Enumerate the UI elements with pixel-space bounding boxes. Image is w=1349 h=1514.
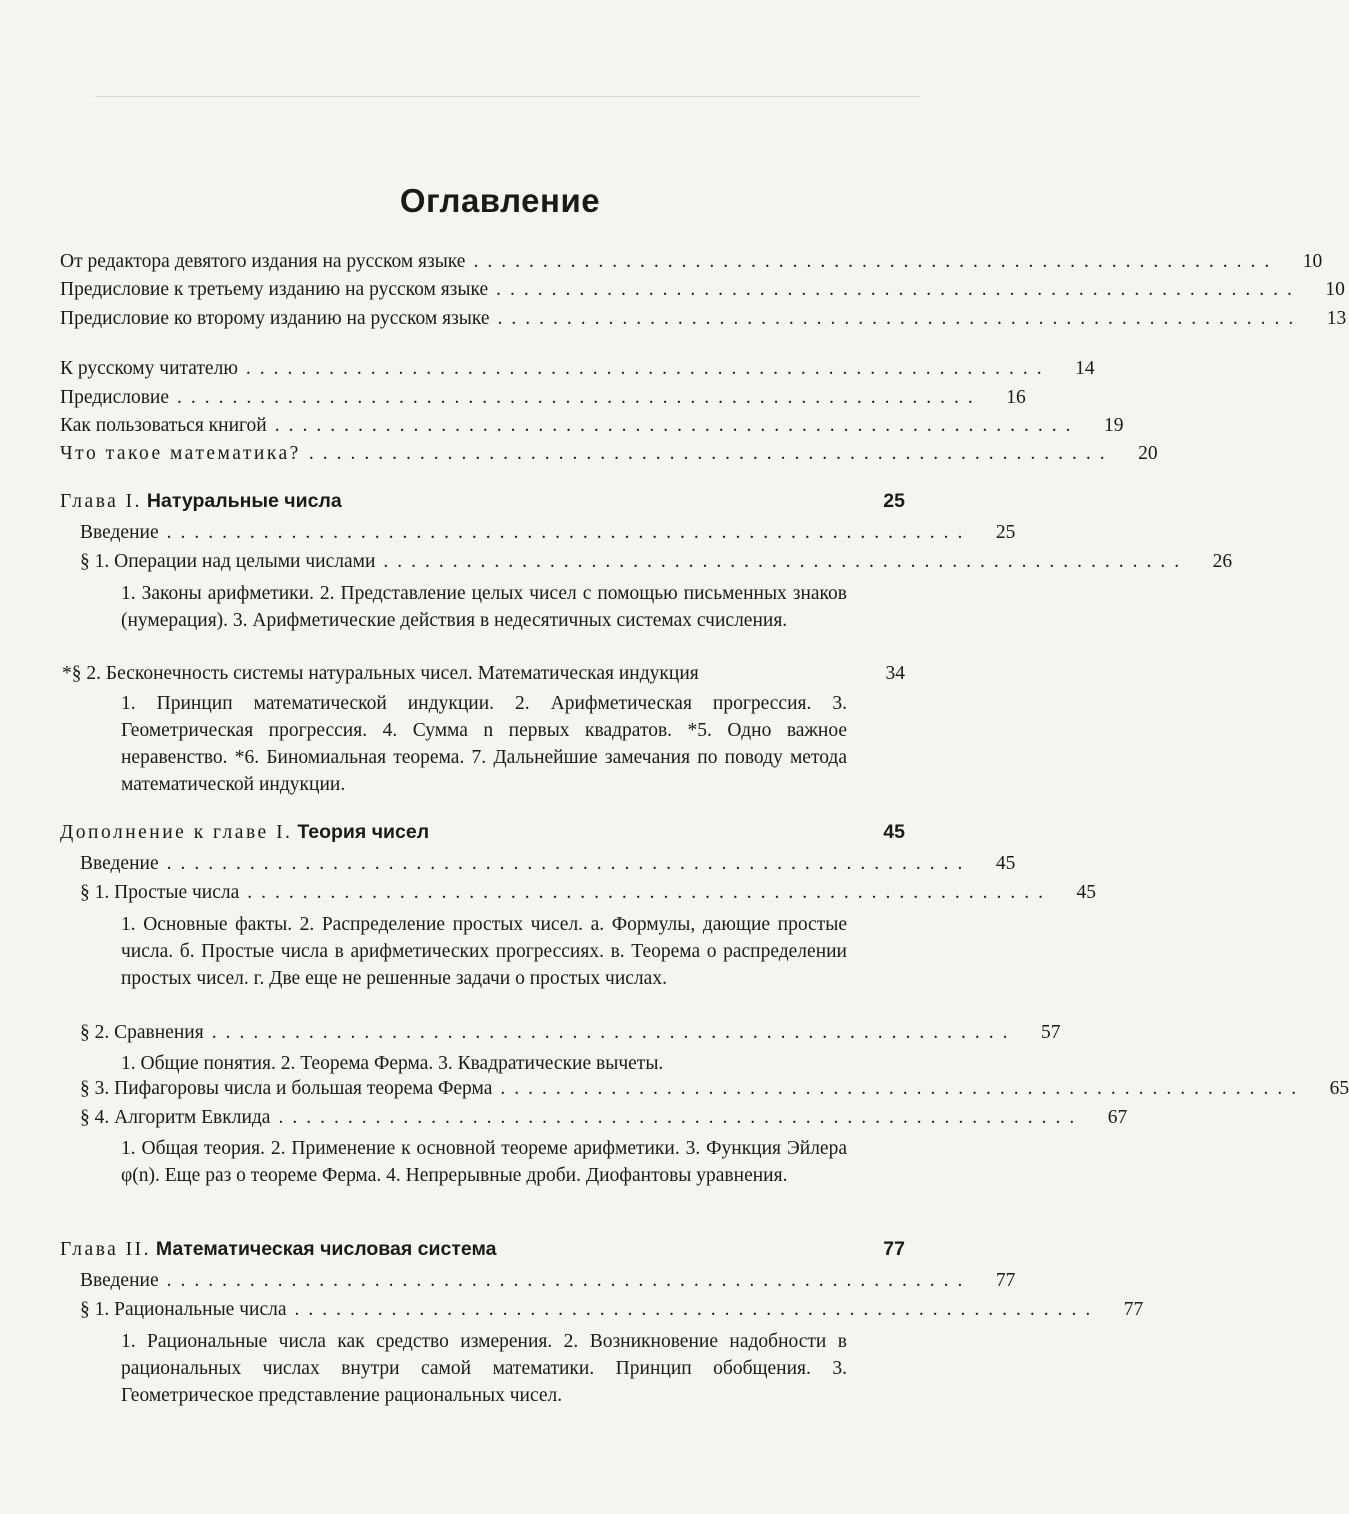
toc-section: *§ 2. Бесконечность системы натуральных чисел. Математическая индукция 34 — [62, 663, 905, 684]
toc-entry: Введение .......................................................... 77 — [80, 1270, 1016, 1291]
section-description: 1. Общая теория. 2. Применение к основной теореме арифметики. 3. Функция Эйлера φ(n). Еще раз о теореме Ферма. 4. Непрерывные дроби. Диофантовы уравнения. — [121, 1138, 847, 1186]
toc-entry: Введение .......................................................... 45 — [80, 853, 1016, 874]
toc-entry: Как пользоваться книгой .......................................................... 19 — [60, 415, 1124, 436]
toc-section: § 1. Простые числа .......................................................... 45 — [80, 882, 1097, 903]
section-description: 1. Основные факты. 2. Распределение простых чисел. а. Формулы, дающие простые числа. б. Простые числа в арифметических прогрессиях. в. Теорема о распределении простых чисел. г. Две еще не решенные задачи о простых числах. — [121, 914, 847, 989]
section-description: 1. Рациональные числа как средство измерения. 2. Возникновение надобности в рациональных числах внутри самой математики. Принцип обобщения. 3. Геометрическое представление рациональных чисел. — [121, 1331, 847, 1406]
section-description: 1. Общие понятия. 2. Теорема Ферма. 3. Квадратические вычеты. — [121, 1053, 664, 1074]
toc-entry: К русскому читателю .......................................................... 14 — [60, 358, 1095, 379]
chapter-heading: Дополнение к главе I. Теория чисел 45 — [60, 821, 905, 843]
toc-section: § 1. Рациональные числа .......................................................... 77 — [80, 1299, 1144, 1320]
toc-section: § 3. Пифагоровы числа и большая теорема Ферма .......................................................... 65 — [80, 1078, 1349, 1099]
toc-section: § 2. Сравнения .......................................................... 57 — [80, 1022, 1061, 1043]
bleed-through-rule — [95, 96, 920, 97]
toc-entry: От редактора девятого издания на русском языке .......................................................... 10 — [60, 251, 1323, 272]
page-title: Оглавление — [399, 182, 601, 219]
section-description: 1. Законы арифметики. 2. Представление целых чисел с помощью письменных знаков (нумерация). 3. Арифметические действия в недесятичных системах счисления. — [121, 583, 847, 631]
section-description: 1. Принцип математической индукции. 2. Арифметическая прогрессия. 3. Геометрическая прогрессия. 4. Сумма n первых квадратов. *5. Одно важное неравенство. *6. Биномиальная теорема. 7. Дальнейшие замечания по поводу метода математической индукции. — [121, 693, 847, 795]
toc-section: § 1. Операции над целыми числами .......................................................... 26 — [80, 551, 1233, 572]
toc-entry: Что такое математика? .......................................................... 20 — [60, 443, 1158, 464]
toc-entry: Предисловие ко второму изданию на русском языке .......................................................... 13 — [60, 308, 1347, 329]
toc-entry: Предисловие .......................................................... 16 — [60, 387, 1026, 408]
chapter-heading: Глава I. Натуральные числа 25 — [60, 490, 905, 512]
toc-section: § 4. Алгоритм Евклида .......................................................... 67 — [80, 1107, 1128, 1128]
chapter-heading: Глава II. Математическая числовая система 77 — [60, 1238, 905, 1260]
toc-entry: Введение .......................................................... 25 — [80, 522, 1016, 543]
toc-entry: Предисловие к третьему изданию на русском языке .......................................................... 10 — [60, 279, 1345, 300]
